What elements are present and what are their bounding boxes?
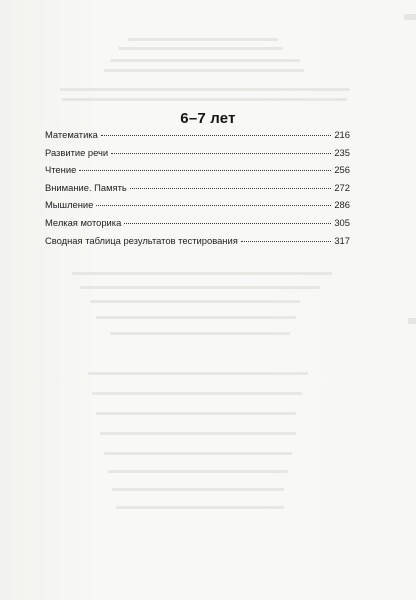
toc-leader-dots bbox=[130, 188, 332, 189]
toc-leader-dots bbox=[101, 135, 332, 136]
page-edge-mark bbox=[408, 318, 416, 324]
toc-entry bbox=[45, 232, 350, 250]
toc-entry bbox=[45, 214, 350, 232]
section-heading: 6–7 лет bbox=[180, 110, 236, 127]
toc-entry bbox=[45, 161, 350, 179]
toc-leader-dots bbox=[124, 223, 331, 224]
toc-entry-title: Чтение bbox=[45, 164, 77, 176]
toc-entry bbox=[45, 196, 350, 214]
toc-entry-page: 305 bbox=[334, 216, 350, 228]
toc-entry-title: Развитие речи bbox=[45, 146, 109, 158]
toc-entry-title: Математика bbox=[45, 129, 98, 140]
toc-entry-title: Мышление bbox=[45, 199, 94, 211]
toc-entry-title: Внимание. Память bbox=[45, 181, 127, 193]
toc-entry-title: Мелкая моторика bbox=[45, 216, 122, 228]
toc-leader-dots bbox=[241, 241, 332, 242]
toc-entry-page: 272 bbox=[334, 181, 350, 193]
toc-leader-dots bbox=[111, 153, 331, 154]
toc-entry-title: Сводная таблица результатов тестирования bbox=[45, 234, 238, 246]
page-edge-mark bbox=[404, 14, 416, 20]
toc-entry-page: 286 bbox=[334, 199, 350, 211]
toc-entry-page: 235 bbox=[334, 146, 350, 158]
toc-entry bbox=[45, 179, 350, 197]
toc-leader-dots bbox=[79, 170, 331, 171]
toc-entry-page: 216 bbox=[334, 129, 350, 140]
toc-leader-dots bbox=[96, 205, 331, 206]
toc-entry bbox=[45, 126, 350, 144]
table-of-contents bbox=[45, 126, 350, 249]
toc-entry-page: 317 bbox=[334, 234, 350, 246]
toc-entry bbox=[45, 144, 350, 162]
toc-entry-page: 256 bbox=[334, 164, 350, 176]
